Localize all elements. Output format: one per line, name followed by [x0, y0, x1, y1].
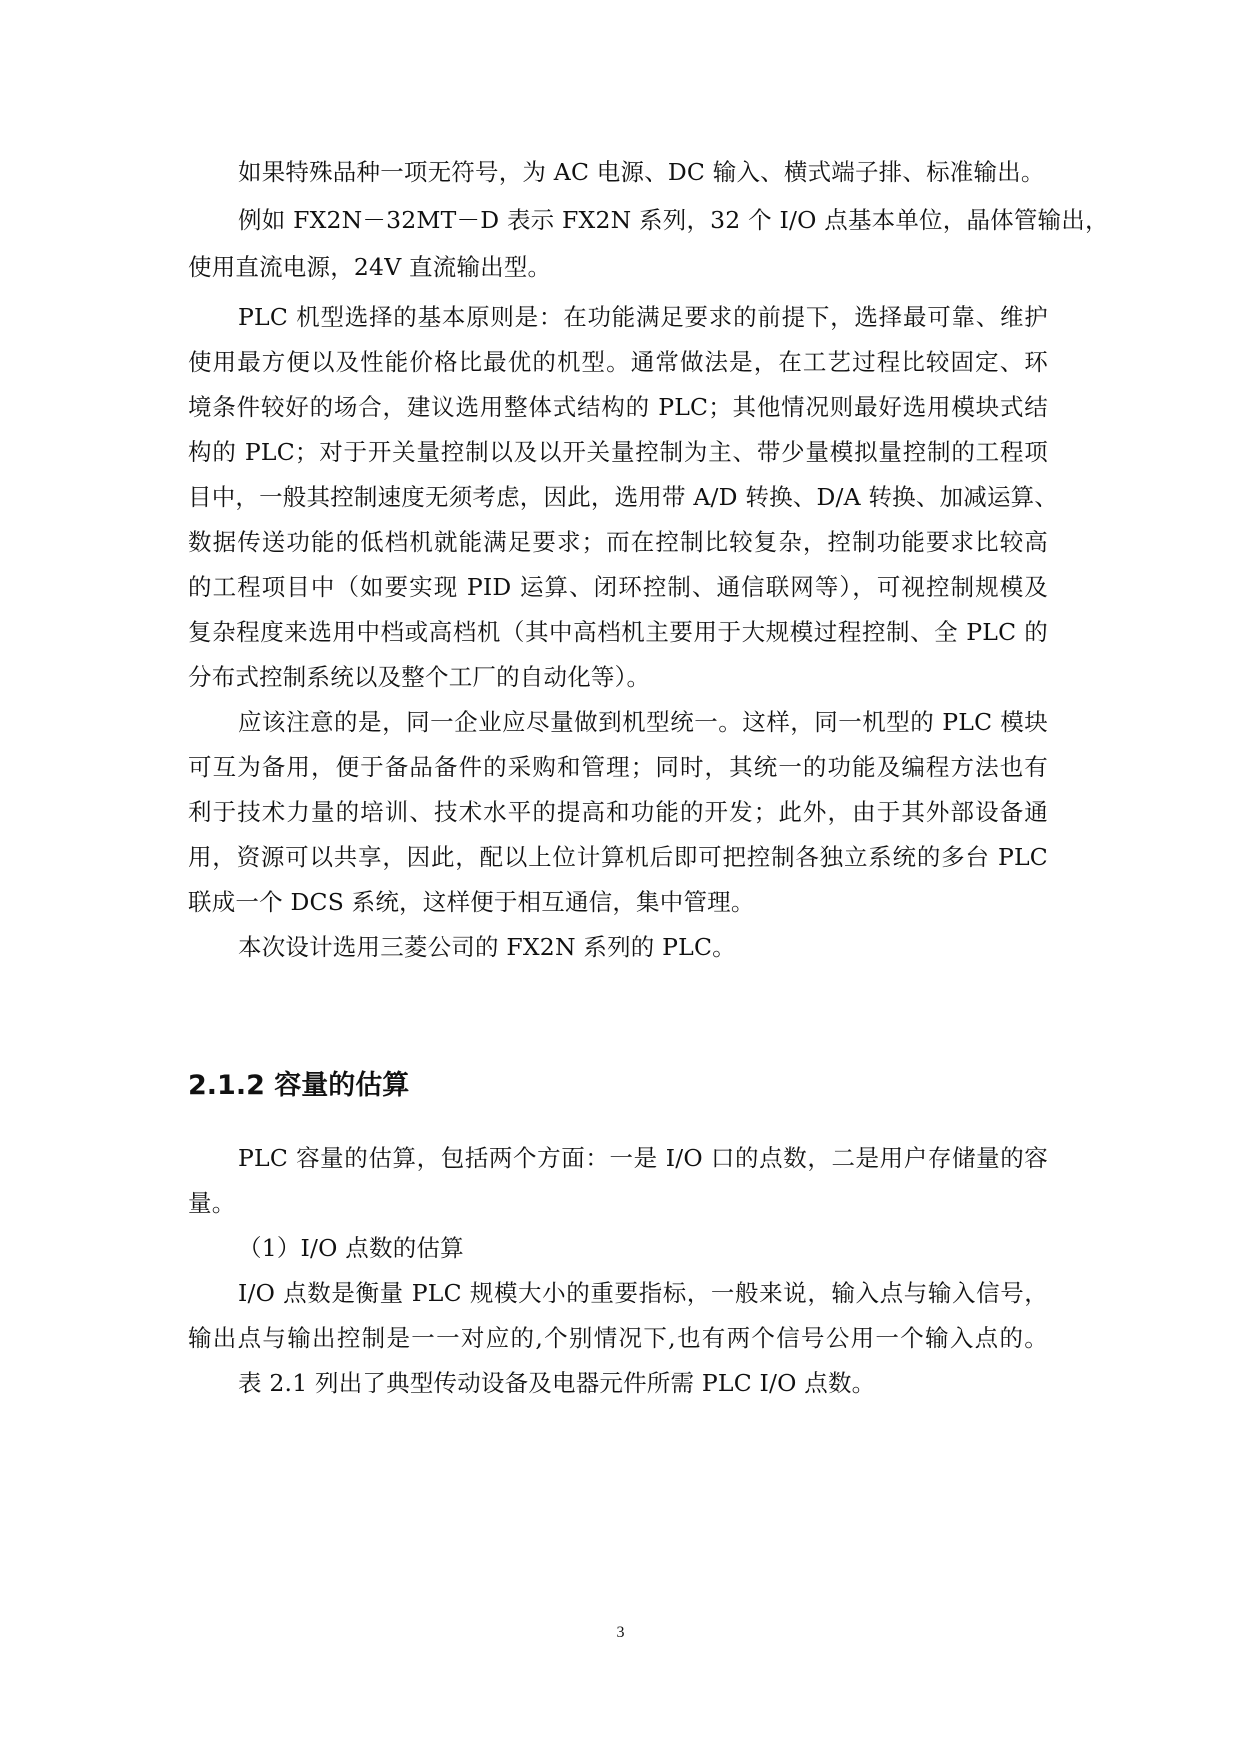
paragraph-line: 分布式控制系统以及整个工厂的自动化等）。: [188, 663, 651, 691]
paragraph-line: 构的 PLC；对于开关量控制以及以开关量控制为主、带少量模拟量控制的工程项: [188, 438, 1048, 466]
paragraph-line: 例如 FX2N－32MT－D 表示 FX2N 系列，32 个 I/O 点基本单位，晶体管输出，: [238, 206, 1109, 234]
paragraph-line: 可互为备用，便于备品备件的采购和管理；同时，其统一的功能及编程方法也有: [188, 753, 1048, 781]
paragraph-line: 数据传送功能的低档机就能满足要求；而在控制比较复杂，控制功能要求比较高: [188, 528, 1048, 556]
paragraph-line: 本次设计选用三菱公司的 FX2N 系列的 PLC。: [238, 933, 736, 961]
paragraph-line: 使用直流电源，24V 直流输出型。: [188, 253, 552, 281]
paragraph-line: 境条件较好的场合，建议选用整体式结构的 PLC；其他情况则最好选用模块式结: [188, 393, 1048, 421]
paragraph-line: PLC 容量的估算，包括两个方面：一是 I/O 口的点数，二是用户存储量的容: [238, 1144, 1048, 1172]
page-number: 3: [616, 1624, 625, 1641]
paragraph-line: 应该注意的是，同一企业应尽量做到机型统一。这样，同一机型的 PLC 模块: [238, 708, 1048, 736]
paragraph-line: 量。: [188, 1189, 236, 1217]
paragraph-line: I/O 点数是衡量 PLC 规模大小的重要指标，一般来说，输入点与输入信号，: [238, 1279, 1048, 1307]
paragraph-line: 复杂程度来选用中档或高档机（其中高档机主要用于大规模过程控制、全 PLC 的: [188, 618, 1048, 646]
section-heading: 2.1.2 容量的估算: [188, 1070, 410, 1101]
paragraph-line: 表 2.1 列出了典型传动设备及电器元件所需 PLC I/O 点数。: [238, 1369, 876, 1397]
paragraph-line: （1）I/O 点数的估算: [238, 1234, 464, 1262]
paragraph-line: 输出点与输出控制是一一对应的,个别情况下,也有两个信号公用一个输入点的。: [188, 1324, 1048, 1352]
paragraph-line: 使用最方便以及性能价格比最优的机型。通常做法是，在工艺过程比较固定、环: [188, 348, 1048, 376]
paragraph-line: 目中，一般其控制速度无须考虑，因此，选用带 A/D 转换、D/A 转换、加减运算、: [188, 483, 1059, 511]
paragraph-line: 的工程项目中（如要实现 PID 运算、闭环控制、通信联网等），可视控制规模及: [188, 573, 1048, 601]
paragraph-line: 利于技术力量的培训、技术水平的提高和功能的开发；此外，由于其外部设备通: [188, 798, 1048, 826]
paragraph-line: 如果特殊品种一项无符号，为 AC 电源、DC 输入、横式端子排、标准输出。: [238, 158, 1045, 186]
paragraph-line: PLC 机型选择的基本原则是：在功能满足要求的前提下，选择最可靠、维护: [238, 303, 1048, 331]
paragraph-line: 用，资源可以共享，因此，配以上位计算机后即可把控制各独立系统的多台 PLC: [188, 843, 1048, 871]
paragraph-line: 联成一个 DCS 系统，这样便于相互通信，集中管理。: [188, 888, 755, 916]
